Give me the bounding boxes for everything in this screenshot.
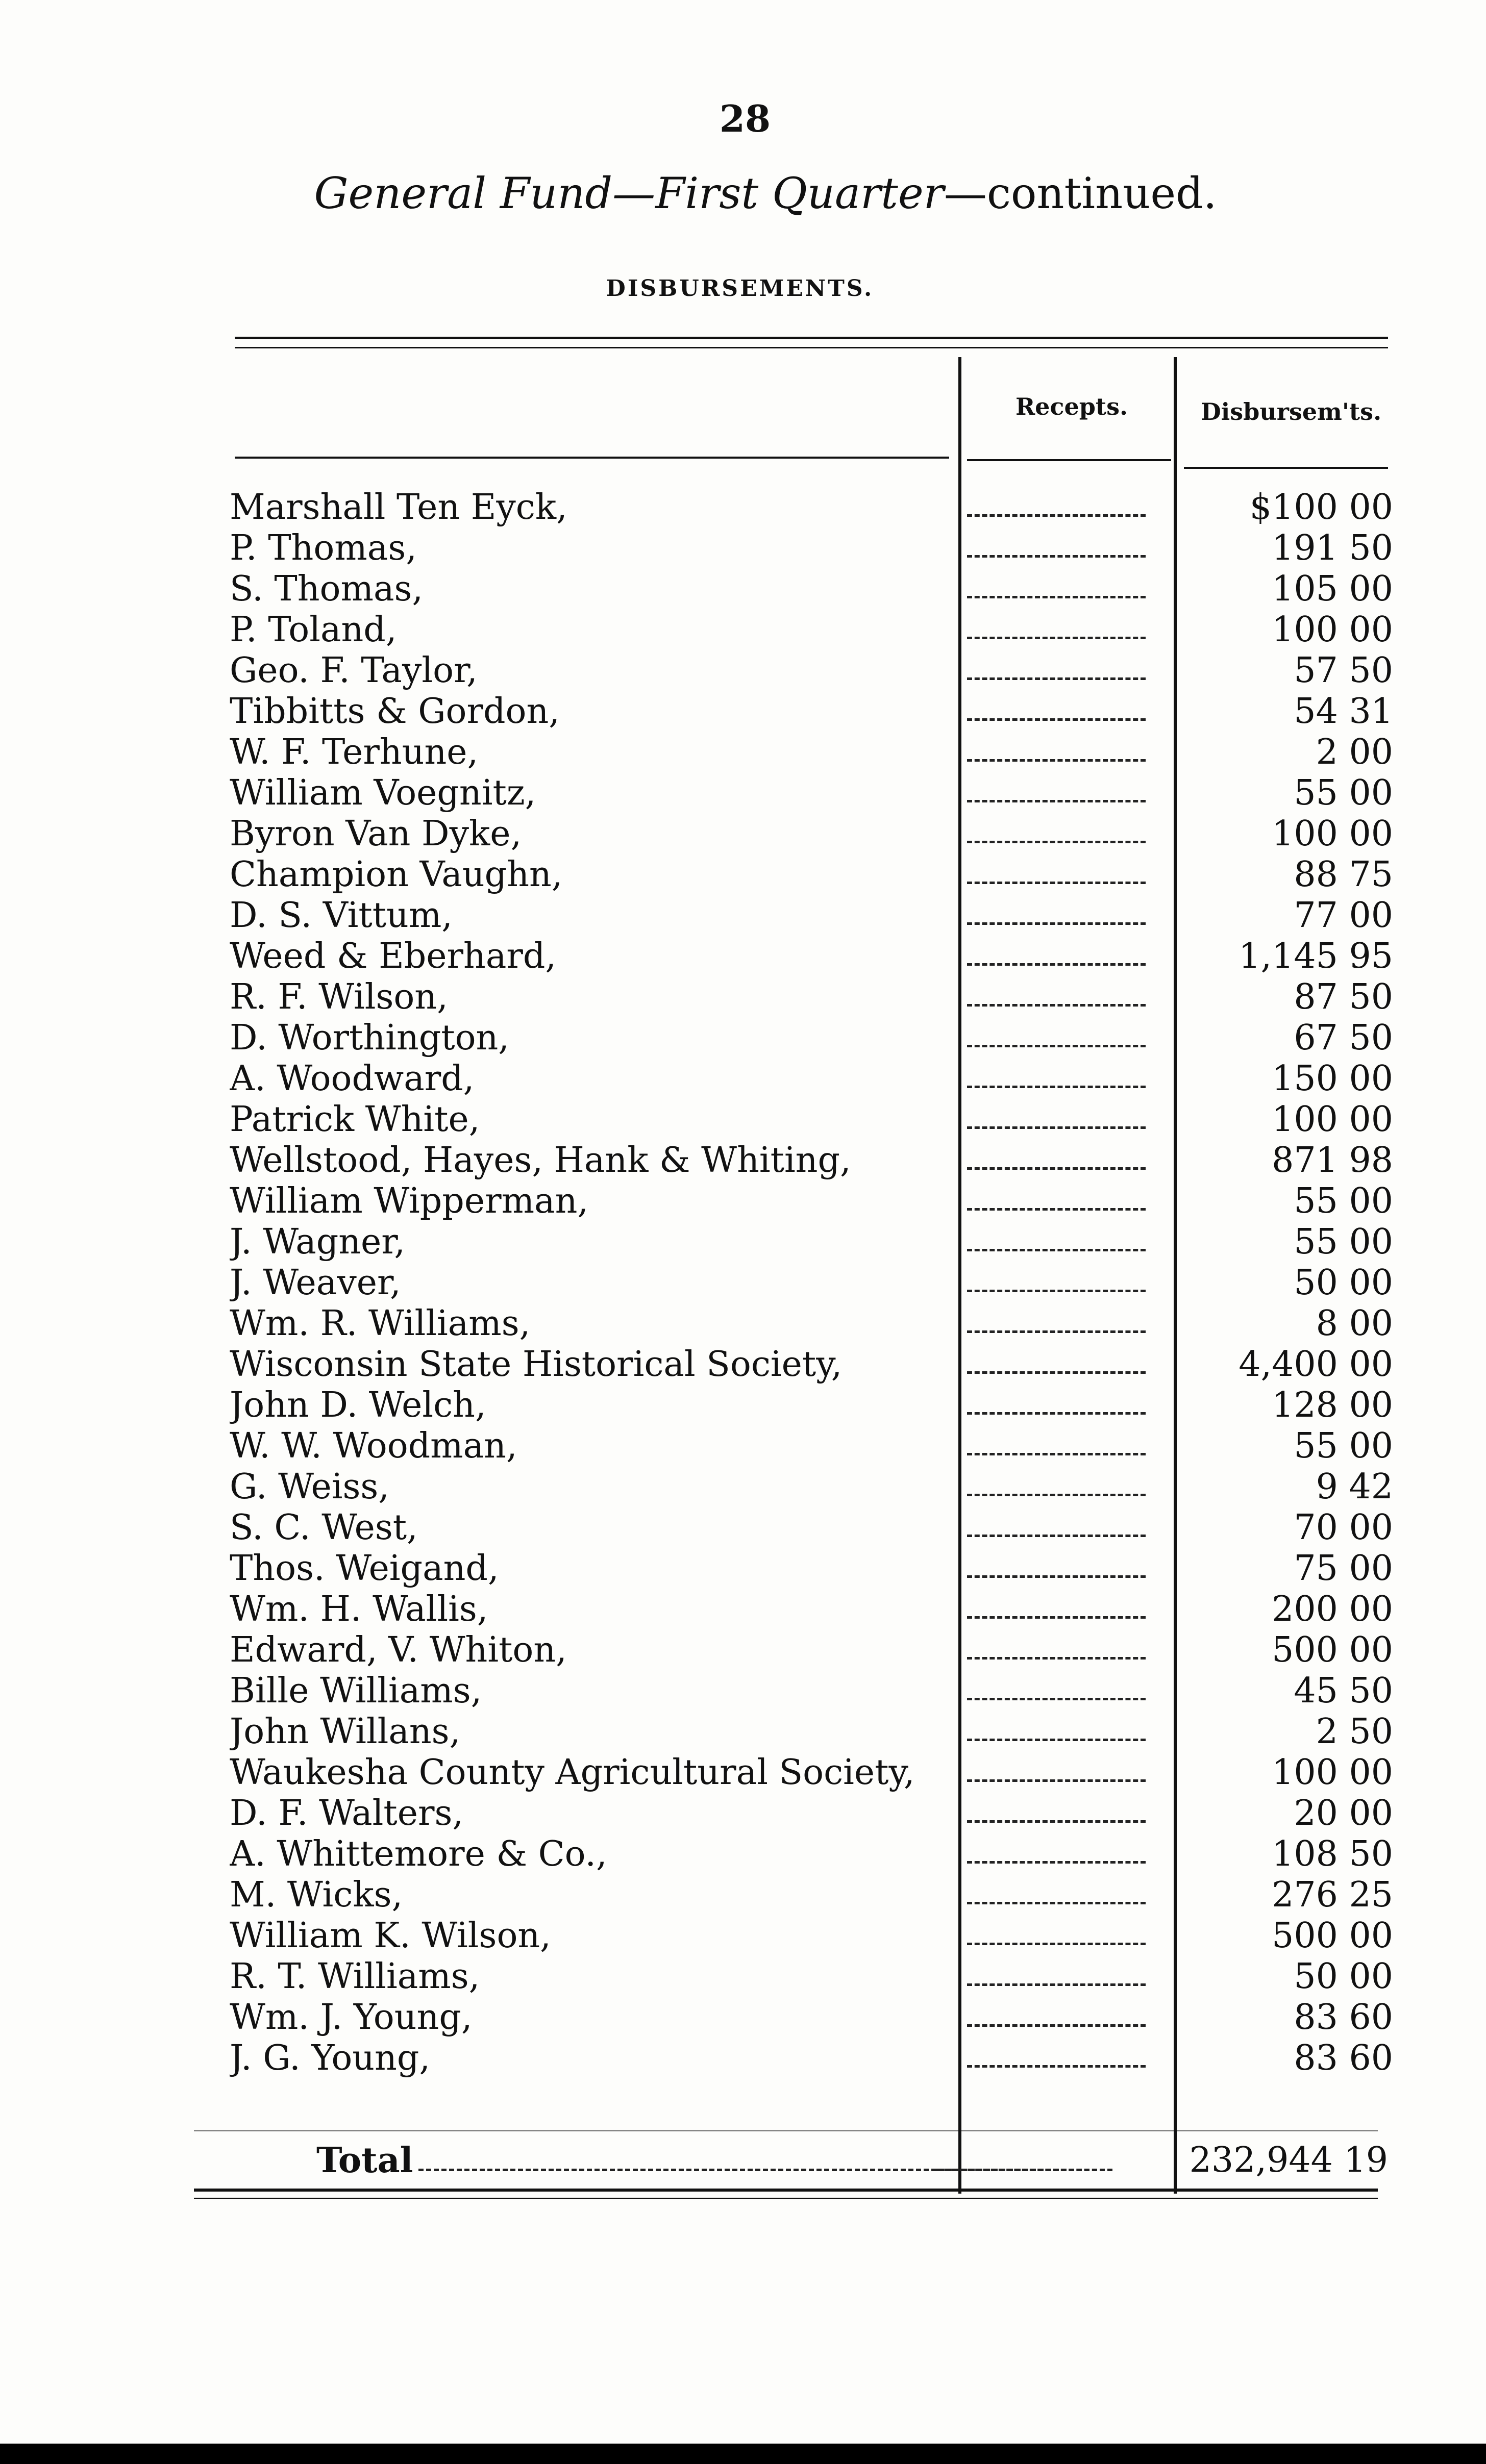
disbursement-amount: 128 00 bbox=[1272, 1385, 1393, 1425]
receipts-dots bbox=[967, 1290, 1146, 1292]
receipts-cell bbox=[967, 1793, 1156, 1834]
disbursement-amount: 83 60 bbox=[1294, 1997, 1393, 2038]
table-row bbox=[184, 1263, 1398, 1303]
table-row bbox=[184, 1916, 1398, 1956]
payee-name: John Willans, bbox=[230, 1712, 463, 1752]
disbursement-amount: 500 00 bbox=[1272, 1916, 1393, 1956]
table-row bbox=[184, 1426, 1398, 1467]
disbursement-amount: 100 00 bbox=[1272, 610, 1393, 650]
payee-name: Wm. H. Wallis, bbox=[230, 1589, 491, 1629]
table-row bbox=[184, 1548, 1398, 1589]
disbursement-amount: 55 00 bbox=[1294, 773, 1393, 813]
payee-name: Wellstood, Hayes, Hank & Whiting, bbox=[230, 1140, 854, 1180]
table-top-rule bbox=[235, 337, 1388, 339]
table-row bbox=[184, 1834, 1398, 1875]
disbursement-amount: 87 50 bbox=[1294, 977, 1393, 1017]
disbursement-amount: 100 00 bbox=[1272, 814, 1393, 854]
payee-cell bbox=[230, 1426, 1041, 1467]
receipts-dots bbox=[967, 596, 1146, 598]
payee-cell bbox=[230, 1630, 1041, 1671]
payee-name: Patrick White, bbox=[230, 1099, 483, 1140]
disbursement-amount: 4,400 00 bbox=[1239, 1344, 1393, 1385]
table-row bbox=[184, 2038, 1398, 2079]
disbursement-amount: 2 50 bbox=[1316, 1712, 1393, 1752]
receipts-dots bbox=[967, 1698, 1146, 1700]
payee-cell bbox=[230, 650, 1041, 691]
header-underline-disbursements bbox=[1184, 467, 1388, 469]
payee-cell bbox=[230, 1793, 1041, 1834]
disbursement-amount: 55 00 bbox=[1294, 1426, 1393, 1466]
payee-name: M. Wicks, bbox=[230, 1875, 406, 1915]
payee-cell bbox=[230, 1099, 1041, 1140]
receipts-dots bbox=[967, 1739, 1146, 1741]
payee-cell bbox=[230, 773, 1041, 814]
table-row bbox=[184, 487, 1398, 528]
payee-name: W. F. Terhune, bbox=[230, 732, 481, 772]
payee-name: Marshall Ten Eyck, bbox=[230, 487, 571, 527]
payee-name: J. Wagner, bbox=[230, 1222, 408, 1262]
payee-name: P. Toland, bbox=[230, 610, 400, 650]
table-row bbox=[184, 1344, 1398, 1385]
receipts-dots bbox=[967, 1861, 1146, 1864]
receipts-dots bbox=[967, 1943, 1146, 1945]
receipts-dots bbox=[967, 1983, 1146, 1986]
payee-cell bbox=[230, 936, 1041, 977]
payee-cell bbox=[230, 569, 1041, 610]
payee-name: S. C. West, bbox=[230, 1507, 421, 1548]
payee-name: Tibbitts & Gordon, bbox=[230, 691, 563, 732]
payee-cell bbox=[230, 1956, 1041, 1997]
total-separator-rule bbox=[194, 2130, 1378, 2131]
bottom-double-rule-thin bbox=[194, 2198, 1378, 2199]
running-title bbox=[306, 168, 1225, 218]
total-amount: 232,944 19 bbox=[1189, 2140, 1388, 2180]
disbursement-amount: 1,145 95 bbox=[1239, 936, 1393, 976]
table-row bbox=[184, 814, 1398, 854]
receipts-cell bbox=[967, 2038, 1156, 2079]
receipts-dots bbox=[967, 922, 1146, 925]
receipts-cell bbox=[967, 1467, 1156, 1507]
receipts-dots bbox=[967, 1535, 1146, 1537]
payee-name: J. G. Young, bbox=[230, 2038, 433, 2078]
disbursement-amount: 50 00 bbox=[1294, 1956, 1393, 1997]
disbursement-amount: 500 00 bbox=[1272, 1630, 1393, 1670]
receipts-cell bbox=[967, 1263, 1156, 1303]
disbursement-amount: 200 00 bbox=[1272, 1589, 1393, 1629]
table-row bbox=[184, 1793, 1398, 1834]
disbursement-amount: 871 98 bbox=[1272, 1140, 1393, 1180]
payee-cell bbox=[230, 2038, 1041, 2079]
payee-name: Waukesha County Agricultural Society, bbox=[230, 1752, 918, 1793]
payee-name: R. T. Williams, bbox=[230, 1956, 483, 1997]
payee-cell bbox=[230, 1303, 1041, 1344]
receipts-dots bbox=[967, 2024, 1146, 2027]
payee-name: William Wipperman, bbox=[230, 1181, 591, 1221]
payee-cell bbox=[230, 1385, 1041, 1426]
receipts-dots bbox=[967, 677, 1146, 680]
table-row bbox=[184, 977, 1398, 1018]
table-row bbox=[184, 1630, 1398, 1671]
receipts-dots bbox=[967, 2065, 1146, 2068]
disbursement-amount: 100 00 bbox=[1272, 1752, 1393, 1793]
table-row bbox=[184, 1099, 1398, 1140]
payee-cell bbox=[230, 1018, 1041, 1059]
receipts-cell bbox=[967, 650, 1156, 691]
payee-cell bbox=[230, 1263, 1041, 1303]
table-row bbox=[184, 1997, 1398, 2038]
payee-cell bbox=[230, 1916, 1041, 1956]
receipts-dots bbox=[967, 1412, 1146, 1415]
total-label: Total bbox=[316, 2140, 413, 2181]
payee-cell bbox=[230, 977, 1041, 1018]
receipts-cell bbox=[967, 1344, 1156, 1385]
table-row bbox=[184, 1018, 1398, 1059]
payee-cell bbox=[230, 1997, 1041, 2038]
disbursement-amount: 191 50 bbox=[1272, 528, 1393, 568]
scan-edge-band bbox=[0, 2444, 1486, 2464]
payee-name: G. Weiss, bbox=[230, 1467, 392, 1507]
payee-cell bbox=[230, 691, 1041, 732]
receipts-dots bbox=[967, 1616, 1146, 1619]
payee-name: D. Worthington, bbox=[230, 1018, 512, 1058]
column-header-receipts: Recepts. bbox=[1015, 393, 1128, 420]
payee-name: Wisconsin State Historical Society, bbox=[230, 1344, 845, 1385]
receipts-cell bbox=[967, 691, 1156, 732]
table-row bbox=[184, 1507, 1398, 1548]
payee-name: R. F. Wilson, bbox=[230, 977, 451, 1017]
receipts-dots bbox=[967, 1657, 1146, 1660]
receipts-cell bbox=[967, 895, 1156, 936]
receipts-cell bbox=[967, 773, 1156, 814]
payee-name: William Voegnitz, bbox=[230, 773, 539, 813]
receipts-cell bbox=[967, 1018, 1156, 1059]
receipts-cell bbox=[967, 936, 1156, 977]
page-number: 28 bbox=[719, 97, 771, 140]
disbursement-amount: 83 60 bbox=[1294, 2038, 1393, 2078]
payee-cell bbox=[230, 1712, 1041, 1752]
receipts-cell bbox=[967, 1426, 1156, 1467]
receipts-cell bbox=[967, 487, 1156, 528]
payee-name: A. Woodward, bbox=[230, 1059, 477, 1099]
disbursement-amount: 105 00 bbox=[1272, 569, 1393, 609]
payee-cell bbox=[230, 1752, 1041, 1793]
payee-name: Champion Vaughn, bbox=[230, 854, 565, 895]
table-row bbox=[184, 1222, 1398, 1263]
table-row bbox=[184, 732, 1398, 773]
receipts-dots bbox=[967, 1249, 1146, 1251]
disbursement-amount: 2 00 bbox=[1316, 732, 1393, 772]
receipts-cell bbox=[967, 1997, 1156, 2038]
receipts-dots bbox=[967, 882, 1146, 884]
receipts-cell bbox=[967, 1385, 1156, 1426]
disbursement-amount: 55 00 bbox=[1294, 1181, 1393, 1221]
table-row bbox=[184, 895, 1398, 936]
receipts-dots bbox=[967, 963, 1146, 966]
receipts-cell bbox=[967, 1956, 1156, 1997]
disbursement-amount: 70 00 bbox=[1294, 1507, 1393, 1548]
receipts-cell bbox=[967, 1752, 1156, 1793]
receipts-dots bbox=[967, 1494, 1146, 1496]
receipts-cell bbox=[967, 1140, 1156, 1181]
payee-cell bbox=[230, 854, 1041, 895]
disbursement-amount: 9 42 bbox=[1316, 1467, 1393, 1507]
table-row bbox=[184, 1467, 1398, 1507]
table-row bbox=[184, 569, 1398, 610]
disbursement-amount: 100 00 bbox=[1272, 1099, 1393, 1140]
payee-name: Weed & Eberhard, bbox=[230, 936, 559, 976]
payee-cell bbox=[230, 487, 1041, 528]
payee-cell bbox=[230, 528, 1041, 569]
payee-name: William K. Wilson, bbox=[230, 1916, 554, 1956]
running-title-italic: General Fund—First Quarter bbox=[314, 168, 944, 218]
payee-name: P. Thomas, bbox=[230, 528, 420, 568]
payee-cell bbox=[230, 1059, 1041, 1099]
receipts-cell bbox=[967, 569, 1156, 610]
disbursement-amount: 54 31 bbox=[1294, 691, 1393, 732]
payee-cell bbox=[230, 1834, 1041, 1875]
payee-name: Geo. F. Taylor, bbox=[230, 650, 481, 691]
payee-cell bbox=[230, 1222, 1041, 1263]
payee-name: J. Weaver, bbox=[230, 1263, 404, 1303]
receipts-cell bbox=[967, 1589, 1156, 1630]
table-row bbox=[184, 854, 1398, 895]
receipts-dots bbox=[967, 1330, 1146, 1333]
receipts-cell bbox=[967, 1630, 1156, 1671]
receipts-cell bbox=[967, 1507, 1156, 1548]
table-row bbox=[184, 691, 1398, 732]
payee-cell bbox=[230, 610, 1041, 650]
receipts-dots bbox=[967, 1820, 1146, 1823]
receipts-cell bbox=[967, 1222, 1156, 1263]
table-row bbox=[184, 1303, 1398, 1344]
receipts-dots bbox=[967, 555, 1146, 558]
receipts-cell bbox=[967, 814, 1156, 854]
receipts-dots bbox=[967, 1575, 1146, 1578]
bottom-double-rule bbox=[194, 2189, 1378, 2192]
payee-name: John D. Welch, bbox=[230, 1385, 489, 1425]
receipts-dots bbox=[967, 1208, 1146, 1211]
disbursement-amount: 88 75 bbox=[1294, 854, 1393, 895]
disbursement-amount: 20 00 bbox=[1294, 1793, 1393, 1833]
disbursement-amount: 108 50 bbox=[1272, 1834, 1393, 1874]
payee-cell bbox=[230, 895, 1041, 936]
receipts-cell bbox=[967, 528, 1156, 569]
table-row bbox=[184, 1875, 1398, 1916]
payee-name: Bille Williams, bbox=[230, 1671, 485, 1711]
disbursement-amount: 150 00 bbox=[1272, 1059, 1393, 1099]
receipts-cell bbox=[967, 1303, 1156, 1344]
disbursement-amount: 57 50 bbox=[1294, 650, 1393, 691]
table-row bbox=[184, 1059, 1398, 1099]
payee-name: W. W. Woodman, bbox=[230, 1426, 521, 1466]
receipts-cell bbox=[967, 1181, 1156, 1222]
table-row bbox=[184, 1181, 1398, 1222]
header-underline-receipts bbox=[967, 459, 1171, 461]
receipts-cell bbox=[967, 1548, 1156, 1589]
receipts-dots bbox=[967, 841, 1146, 843]
payee-name: D. S. Vittum, bbox=[230, 895, 456, 936]
table-row bbox=[184, 1712, 1398, 1752]
disbursement-amount: 75 00 bbox=[1294, 1548, 1393, 1589]
receipts-dots bbox=[967, 1371, 1146, 1374]
disbursement-amount: 55 00 bbox=[1294, 1222, 1393, 1262]
receipts-dots bbox=[967, 1045, 1146, 1047]
payee-cell bbox=[230, 1548, 1041, 1589]
receipts-dots bbox=[967, 514, 1146, 517]
receipts-cell bbox=[967, 1059, 1156, 1099]
payee-cell bbox=[230, 1589, 1041, 1630]
receipts-dots bbox=[967, 718, 1146, 721]
payee-name: A. Whittemore & Co., bbox=[230, 1834, 610, 1874]
section-heading: DISBURSEMENTS. bbox=[606, 275, 874, 301]
table-top-rule-thin bbox=[235, 347, 1388, 348]
table-row bbox=[184, 610, 1398, 650]
disbursement-amount: 45 50 bbox=[1294, 1671, 1393, 1711]
table-row bbox=[184, 1385, 1398, 1426]
payee-name: Edward, V. Whiton, bbox=[230, 1630, 570, 1670]
receipts-dots bbox=[967, 1453, 1146, 1455]
disbursement-amount: 8 00 bbox=[1316, 1303, 1393, 1344]
disbursement-amount: 50 00 bbox=[1294, 1263, 1393, 1303]
payee-name: D. F. Walters, bbox=[230, 1793, 466, 1833]
receipts-cell bbox=[967, 977, 1156, 1018]
table-row bbox=[184, 936, 1398, 977]
receipts-dots bbox=[967, 1167, 1146, 1170]
column-header-disbursements: Disbursem'ts. bbox=[1200, 398, 1382, 425]
payee-cell bbox=[230, 1671, 1041, 1712]
receipts-cell bbox=[967, 732, 1156, 773]
table-row bbox=[184, 1956, 1398, 1997]
table-row bbox=[184, 528, 1398, 569]
disbursement-amount: 77 00 bbox=[1294, 895, 1393, 936]
payee-cell bbox=[230, 1344, 1041, 1385]
receipts-cell bbox=[967, 1712, 1156, 1752]
receipts-dots bbox=[967, 1004, 1146, 1007]
receipts-cell bbox=[967, 1834, 1156, 1875]
table-row bbox=[184, 1671, 1398, 1712]
receipts-cell bbox=[967, 854, 1156, 895]
receipts-cell bbox=[967, 1875, 1156, 1916]
table-row bbox=[184, 773, 1398, 814]
payee-name: Thos. Weigand, bbox=[230, 1548, 502, 1589]
payee-cell bbox=[230, 1140, 1041, 1181]
disbursement-list bbox=[184, 487, 1398, 2079]
header-underline-name bbox=[235, 457, 949, 459]
total-receipts-dots bbox=[936, 2169, 1105, 2171]
receipts-cell bbox=[967, 610, 1156, 650]
disbursement-amount: 276 25 bbox=[1272, 1875, 1393, 1915]
payee-cell bbox=[230, 732, 1041, 773]
receipts-dots bbox=[967, 759, 1146, 762]
receipts-dots bbox=[967, 637, 1146, 639]
receipts-dots bbox=[967, 800, 1146, 802]
disbursement-amount: 67 50 bbox=[1294, 1018, 1393, 1058]
payee-name: Byron Van Dyke, bbox=[230, 814, 525, 854]
receipts-dots bbox=[967, 1086, 1146, 1088]
running-title-continued: —continued. bbox=[944, 168, 1217, 218]
payee-name: Wm. J. Young, bbox=[230, 1997, 475, 2038]
table-row bbox=[184, 1752, 1398, 1793]
payee-name: S. Thomas, bbox=[230, 569, 426, 609]
disbursement-amount: $100 00 bbox=[1249, 487, 1393, 527]
receipts-cell bbox=[967, 1671, 1156, 1712]
total-row bbox=[184, 2138, 1398, 2183]
payee-cell bbox=[230, 1467, 1041, 1507]
payee-cell bbox=[230, 814, 1041, 854]
receipts-dots bbox=[967, 1126, 1146, 1129]
table-row bbox=[184, 1140, 1398, 1181]
payee-cell bbox=[230, 1507, 1041, 1548]
receipts-cell bbox=[967, 1099, 1156, 1140]
payee-cell bbox=[230, 1875, 1041, 1916]
receipts-cell bbox=[967, 1916, 1156, 1956]
payee-name: Wm. R. Williams, bbox=[230, 1303, 533, 1344]
table-row bbox=[184, 1589, 1398, 1630]
table-row bbox=[184, 650, 1398, 691]
receipts-dots bbox=[967, 1779, 1146, 1782]
receipts-dots bbox=[967, 1902, 1146, 1904]
payee-cell bbox=[230, 1181, 1041, 1222]
